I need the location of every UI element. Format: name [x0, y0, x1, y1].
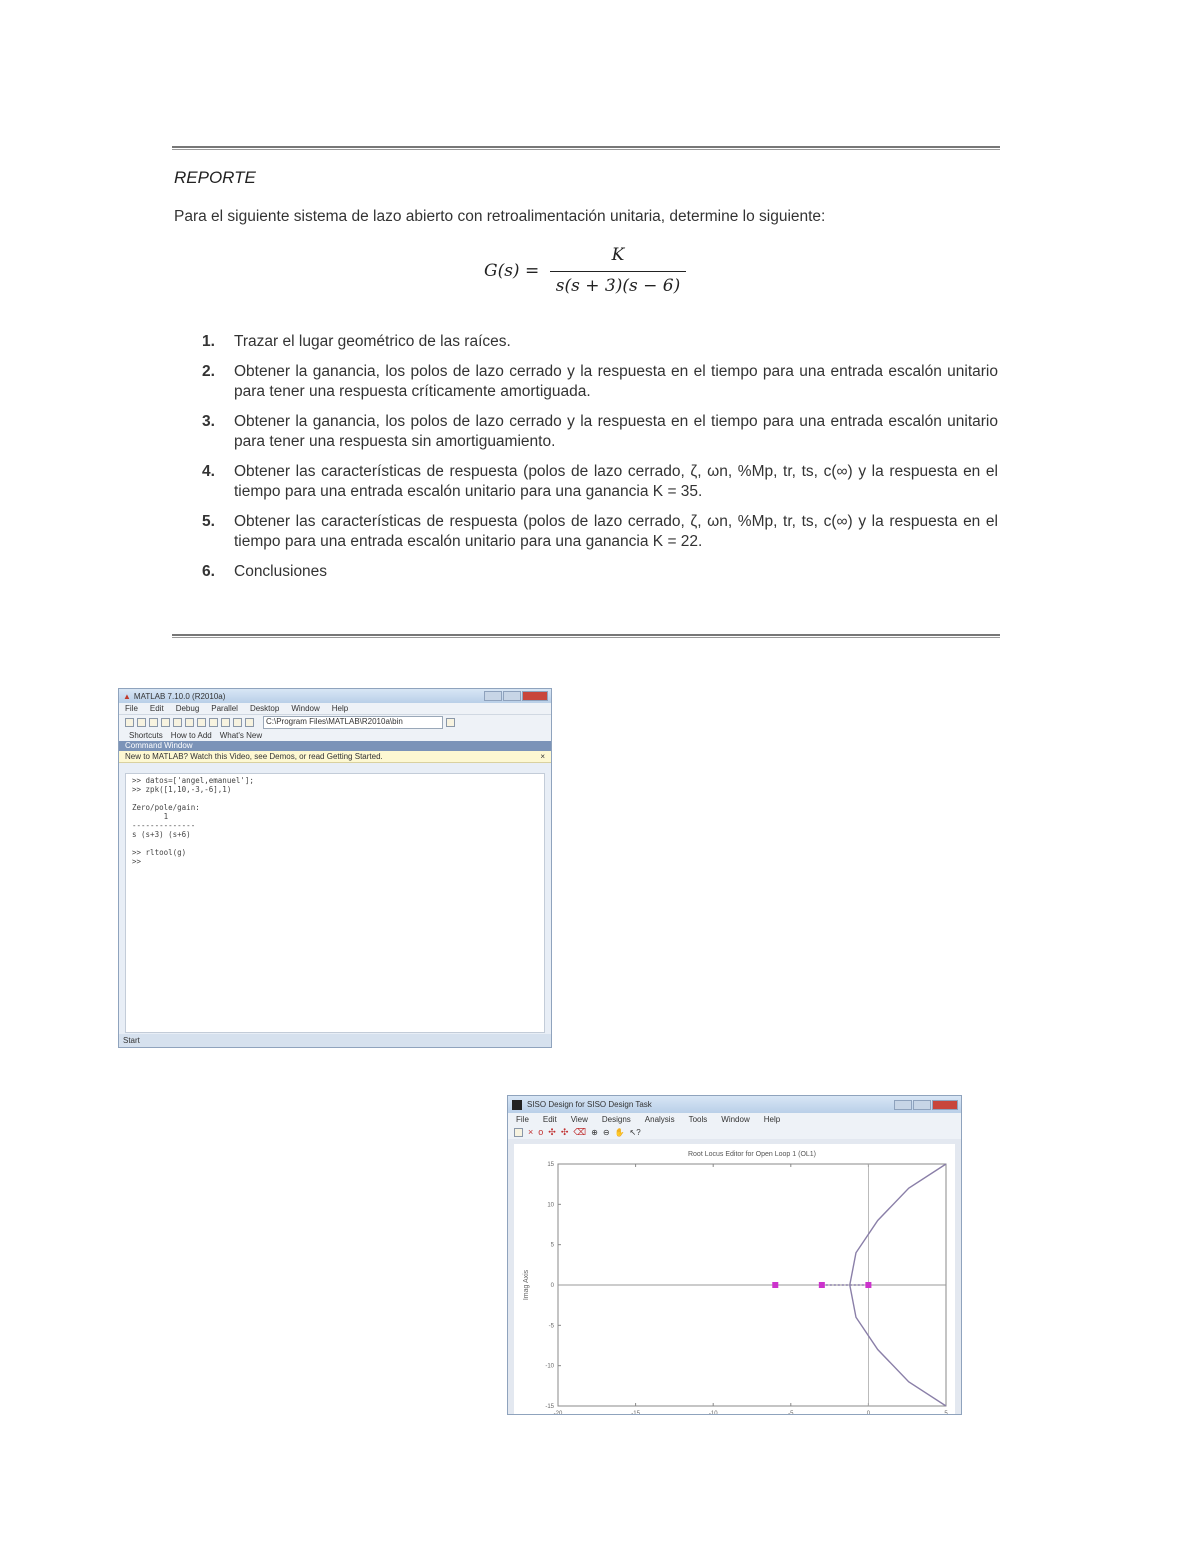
siso-menubar — [508, 1113, 961, 1125]
menu-window[interactable]: Window — [291, 704, 320, 713]
redo-icon[interactable] — [197, 718, 206, 727]
console-line: -------------- — [132, 821, 196, 830]
fraction-bar — [550, 271, 686, 272]
x-tick-label: -20 — [553, 1411, 563, 1414]
siso-app-icon — [512, 1100, 522, 1110]
menu-view[interactable]: View — [570, 1114, 588, 1124]
eraser-icon[interactable]: ⌫ — [573, 1126, 587, 1137]
close-button[interactable] — [522, 691, 548, 701]
console-line: >> datos=['angel,emanuel']; — [132, 776, 254, 785]
siso-window — [507, 1095, 962, 1415]
console-line: 1 — [132, 812, 169, 821]
y-tick-label: 10 — [547, 1202, 554, 1209]
browse-folder-icon[interactable] — [446, 718, 455, 727]
shortcut-item[interactable]: How to Add — [170, 731, 212, 740]
task-text: Obtener la ganancia, los polos de lazo cerrado y la respuesta en el tiempo para una entrada escalón unitario para tener una respuesta críticamente amortiguada. — [234, 363, 998, 400]
copy-icon[interactable] — [161, 718, 170, 727]
top-rule-thin — [172, 149, 1000, 150]
menu-parallel[interactable]: Parallel — [211, 704, 238, 713]
y-axis-label: Imag Axis — [523, 1269, 530, 1301]
formula-numerator: K — [611, 245, 625, 265]
maximize-button[interactable] — [913, 1100, 931, 1110]
task-text: Obtener las características de respuesta (polos de lazo cerrado, ζ, ωn, %Mp, tr, ts, c(∞) y la respuesta en el tiempo para una entrada escalón unitario para una ganancia K = 35. — [234, 463, 998, 500]
formula-lhs: G(s) = — [484, 261, 540, 281]
bottom-rule — [172, 634, 1000, 636]
minimize-button[interactable] — [894, 1100, 912, 1110]
start-button[interactable]: Start — [123, 1036, 140, 1045]
cut-icon[interactable] — [149, 718, 158, 727]
closed-loop-pole — [772, 1282, 778, 1288]
menu-debug[interactable]: Debug — [175, 704, 200, 713]
siso-titlebar — [508, 1096, 961, 1113]
paste-icon[interactable] — [173, 718, 182, 727]
shortcuts-bar — [119, 730, 551, 741]
task-number: 6. — [202, 563, 215, 580]
undo-icon[interactable] — [185, 718, 194, 727]
zoom-in-icon[interactable]: ⊕ — [591, 1127, 598, 1137]
task-item — [200, 412, 998, 452]
menu-edit[interactable]: Edit — [542, 1114, 557, 1124]
add-zero-icon[interactable]: o — [538, 1127, 544, 1137]
y-tick-label: 0 — [550, 1283, 554, 1289]
new-file-icon[interactable] — [125, 718, 134, 727]
menu-designs[interactable]: Designs — [601, 1114, 631, 1124]
task-item — [200, 362, 998, 402]
close-notice-icon[interactable]: × — [540, 752, 545, 761]
closed-loop-pole — [819, 1282, 825, 1288]
matlab-toolbar — [119, 714, 551, 730]
add-pole-icon[interactable]: × — [528, 1127, 534, 1137]
matlab-title: MATLAB 7.10.0 (R2010a) — [133, 691, 226, 701]
shortcut-item[interactable]: What's New — [219, 731, 263, 740]
task-item — [200, 462, 998, 502]
y-tick-label: -5 — [548, 1323, 554, 1330]
root-locus-svg[interactable] — [514, 1144, 955, 1414]
matlab-logo-icon: ▲ — [123, 691, 131, 701]
select-icon[interactable] — [514, 1128, 523, 1137]
window-controls — [894, 1100, 961, 1110]
task-number: 5. — [202, 513, 215, 530]
console-line: >> zpk([1,10,-3,-6],1) — [132, 785, 232, 794]
current-folder-field[interactable]: C:\Program Files\MATLAB\R2010a\bin — [263, 716, 443, 729]
task-text: Trazar el lugar geométrico de las raíces. — [234, 333, 511, 350]
task-item — [200, 562, 998, 582]
guide-icon[interactable] — [221, 718, 230, 727]
menu-help[interactable]: Help — [331, 704, 349, 713]
task-text: Obtener las características de respuesta (polos de lazo cerrado, ζ, ωn, %Mp, tr, ts, c(∞) y la respuesta en el tiempo para una entrada escalón unitario para una ganancia K = 22. — [234, 513, 998, 550]
matlab-window — [118, 688, 552, 1048]
task-text: Conclusiones — [234, 563, 328, 580]
x-tick-label: -15 — [631, 1411, 640, 1414]
help-icon[interactable] — [245, 718, 254, 727]
task-item — [200, 512, 998, 552]
add-complex-zero-icon[interactable]: ✣ — [560, 1126, 569, 1137]
close-button[interactable] — [932, 1100, 958, 1110]
console-line: s (s+3) (s+6) — [132, 830, 191, 839]
siso-toolbar — [508, 1125, 961, 1139]
simulink-icon[interactable] — [209, 718, 218, 727]
menu-analysis[interactable]: Analysis — [644, 1114, 675, 1124]
menu-window[interactable]: Window — [721, 1114, 750, 1124]
add-complex-pole-icon[interactable]: ✣ — [548, 1126, 556, 1137]
profiler-icon[interactable] — [233, 718, 242, 727]
formula-denominator: s(s + 3)(s − 6) — [555, 276, 681, 296]
matlab-menubar — [119, 703, 551, 714]
pan-icon[interactable]: ✋ — [614, 1127, 625, 1137]
menu-file[interactable]: File — [125, 704, 138, 713]
x-tick-label: 0 — [866, 1411, 871, 1414]
x-tick-label: -10 — [708, 1411, 718, 1414]
task-number: 3. — [202, 413, 215, 430]
menu-help[interactable]: Help — [763, 1114, 781, 1124]
task-text: Obtener la ganancia, los polos de lazo cerrado y la respuesta en el tiempo para una entrada escalón unitario para tener una respuesta sin amortiguamiento. — [234, 413, 998, 450]
whats-this-icon[interactable]: ↖? — [629, 1127, 641, 1137]
report-title: REPORTE — [174, 168, 256, 187]
menu-edit[interactable]: Edit — [149, 704, 164, 713]
top-rule — [172, 146, 1000, 148]
console-line: >> — [132, 857, 146, 866]
task-number: 2. — [202, 363, 215, 380]
menu-tools[interactable]: Tools — [688, 1114, 708, 1124]
task-number: 1. — [202, 333, 215, 350]
menu-file[interactable]: File — [516, 1114, 529, 1124]
command-window-header: Command Window — [119, 741, 551, 751]
closed-loop-pole — [865, 1282, 871, 1288]
plot-title: Root Locus Editor for Open Loop 1 (OL1) — [687, 1151, 817, 1158]
window-controls — [484, 691, 551, 701]
root-locus-plot[interactable] — [514, 1144, 955, 1414]
menu-desktop[interactable]: Desktop — [249, 704, 280, 713]
console-line: >> rltool(g) — [132, 848, 187, 857]
notice-bar — [119, 751, 551, 763]
intro-text: Para el siguiente sistema de lazo abierto con retroalimentación unitaria, determine lo siguiente: — [174, 208, 826, 225]
console-line: Zero/pole/gain: — [132, 803, 200, 812]
zoom-out-icon[interactable]: ⊖ — [602, 1127, 610, 1137]
task-list — [200, 332, 998, 592]
siso-title: SISO Design for SISO Design Task — [527, 1100, 652, 1109]
matlab-titlebar — [119, 689, 551, 703]
status-bar — [119, 1034, 551, 1047]
task-number: 4. — [202, 463, 215, 480]
maximize-button[interactable] — [503, 691, 521, 701]
task-item — [200, 332, 998, 352]
command-window[interactable] — [125, 773, 545, 1033]
y-tick-label: 15 — [547, 1162, 554, 1168]
bottom-rule-thin — [172, 637, 1000, 638]
y-tick-label: 5 — [550, 1242, 554, 1249]
shortcut-item[interactable]: Shortcuts — [129, 731, 163, 740]
open-folder-icon[interactable] — [137, 718, 146, 727]
x-tick-label: -5 — [788, 1411, 794, 1414]
x-tick-label: 5 — [944, 1411, 948, 1414]
formula-fraction — [550, 245, 686, 296]
console-line — [132, 839, 538, 848]
minimize-button[interactable] — [484, 691, 502, 701]
console-line — [132, 794, 538, 803]
y-tick-label: -15 — [545, 1404, 554, 1410]
y-tick-label: -10 — [545, 1363, 554, 1370]
notice-text[interactable]: New to MATLAB? Watch this Video, see Demos, or read Getting Started. — [125, 752, 383, 761]
